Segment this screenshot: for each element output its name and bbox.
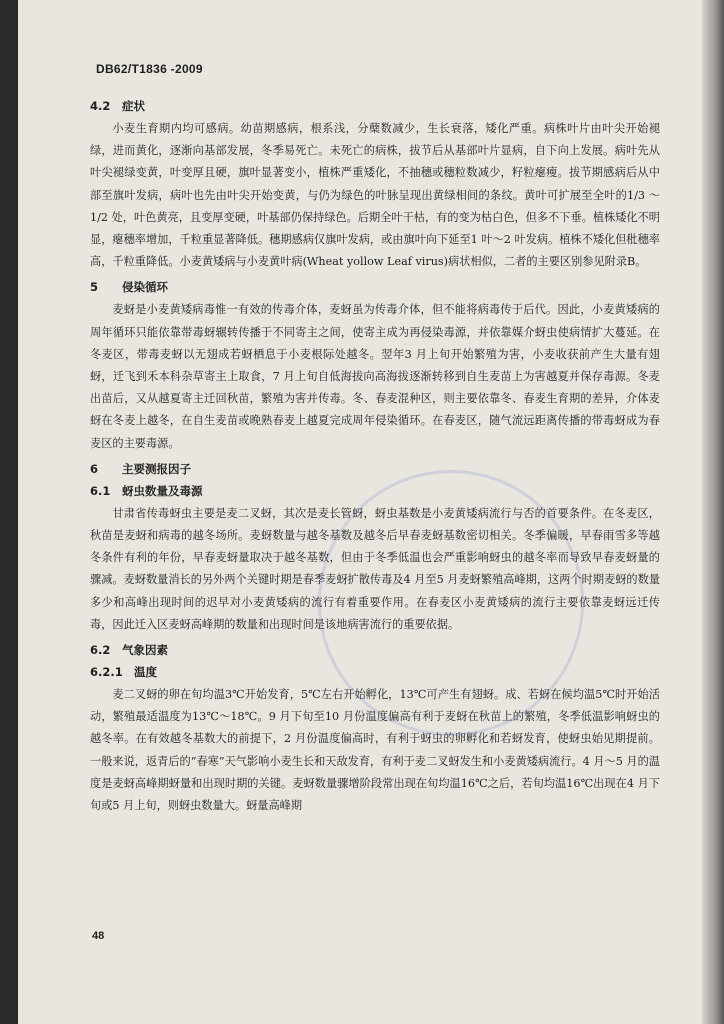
section-6-2-1-paragraph: 麦二叉蚜的卵在旬均温3℃开始发育，5℃左右开始孵化，13℃可产生有翅蚜。成、若蚜在候均温5℃时开始活动，繁殖最适温度为13℃～18℃。9 月下旬至10 月份温度偏高有利于麦蚜在秋苗上的繁殖，冬季低温影响蚜虫的越冬率。在有效越冬基数大的前提下，2 月份温度偏高时，有利于蚜虫的卵孵化和若蚜发育，使蚜虫始见期提前。一般来说，返青后的“春寒”天气影响小麦生长和天敌发育，有利于麦二叉蚜发生和小麦黄矮病流行。4 月～5 月的温度是麦蚜高峰期蚜量和出现时期的关键。麦蚜数量骤增阶段常出现在旬均温16℃之后，若旬均温16℃出现在4 月下旬或5 月上旬，则蚜虫数量大。蚜量高峰期 xyxy=(90,688,660,813)
section-5-paragraph: 麦蚜是小麦黄矮病毒惟一有效的传毒介体，麦蚜虽为传毒介体，但不能将病毒传于后代。因此，小麦黄矮病的周年循环只能依靠带毒蚜辗转传播于不同寄主之间，使寄主成为再侵染毒源，并依靠媒介蚜虫使病情扩大蔓延。在冬麦区，带毒麦蚜以无翅成若蚜栖息于小麦根际处越冬。翌年3 月上旬开始繁殖为害，小麦收获前产生大量有翅蚜，迁飞到禾本科杂草寄主上取食，7 月上旬自低海拔向高海拔逐渐转移到自生麦苗上为害越夏并保存毒源。冬麦出苗后，又从越夏寄主迁回秋苗，繁殖为害并传毒。冬、春麦混种区，则主要依靠冬、春麦生育期的差异，介体麦蚜在冬麦上越冬，在自生麦苗或晚熟春麦上越夏完成周年侵染循环。在春麦区，随气流远距离传播的带毒蚜成为春麦区的主要毒源。 xyxy=(90,303,660,450)
section-5-heading xyxy=(90,279,660,295)
section-4-2-paragraph: 小麦生育期内均可感病。幼苗期感病，根系浅，分蘖数减少，生长衰落，矮化严重。病株叶片由叶尖开始褪绿，进而黄化，逐渐向基部发展，冬季易死亡。未死亡的病株，拔节后从基部叶片显病，自下向上发展。病叶先从叶尖褪绿变黄，叶变厚且硬，旗叶显著变小，植株严重矮化，不抽穗或穗粒数减少，籽粒瘪瘦。拔节期感病后从中部至旗叶发病，病叶也先由叶尖开始变黄，与仍为绿色的叶脉呈现出黄绿相间的条纹。黄叶可扩展至全叶的1/3 ～1/2 处，叶色黄亮，且变厚变硬，叶基部仍保持绿色。后期全叶干枯，有的变为枯白色，但多不下垂。植株矮化不明显，瘪穗率增加，千粒重显著降低。穗期感病仅旗叶发病，或由旗叶向下延至1 叶～2 叶发病。植株不矮化但秕穗率高，千粒重降低。小麦黄矮病与小麦黄叶病(Wheat yollow Leaf virus)病状相似，二者的主要区别参见附录B。 xyxy=(90,122,660,269)
section-4-2-heading xyxy=(90,98,660,114)
section-title: 蚜虫数量及毒源 xyxy=(122,483,203,498)
book-spine-shadow xyxy=(702,0,724,1024)
section-number: 6.2 xyxy=(90,643,111,658)
page-number: 48 xyxy=(92,930,105,942)
section-6-2-1-heading xyxy=(90,664,660,680)
page-body xyxy=(90,92,660,817)
section-6-heading xyxy=(90,461,660,477)
section-number: 4.2 xyxy=(90,99,111,113)
section-title: 侵染循环 xyxy=(122,280,169,295)
section-6-1-paragraph: 甘肃省传毒蚜虫主要是麦二叉蚜，其次是麦长管蚜，蚜虫基数是小麦黄矮病流行与否的首要条件。在冬麦区，秋苗是麦蚜和病毒的越冬场所。麦蚜数量与越冬基数及越冬后早春麦蚜基数密切相关。冬季偏暖，早春雨雪多等越冬条件有利的年份，早春麦蚜量取决于越冬基数，但由于冬季低温也会严重影响蚜虫的越冬率而导致早春麦蚜量的骤减。麦蚜数量消长的另外两个关键时期是春季麦蚜扩散传毒及4 月至5 月麦蚜繁殖高峰期，这两个时期麦蚜的数量多少和高峰出现时间的迟早对小麦黄矮病的流行有着重要作用。在春麦区小麦黄矮病的流行主要依靠麦蚜远迁传毒，因此迁入区麦蚜高峰期的数量和出现时间是该地病害流行的重要依据。 xyxy=(90,506,660,631)
section-title: 温度 xyxy=(134,665,158,680)
section-number: 5 xyxy=(90,280,99,295)
section-number: 6.1 xyxy=(90,483,111,498)
document-page xyxy=(18,0,718,1024)
section-title: 气象因素 xyxy=(122,643,169,658)
section-number: 6.2.1 xyxy=(90,665,123,680)
standard-code-header: DB62/T1836 -2009 xyxy=(96,62,203,76)
section-6-2-heading xyxy=(90,642,660,658)
section-6-1-heading xyxy=(90,483,660,499)
section-title: 主要测报因子 xyxy=(122,461,192,476)
section-number: 6 xyxy=(90,461,99,476)
section-title: 症状 xyxy=(122,99,146,113)
